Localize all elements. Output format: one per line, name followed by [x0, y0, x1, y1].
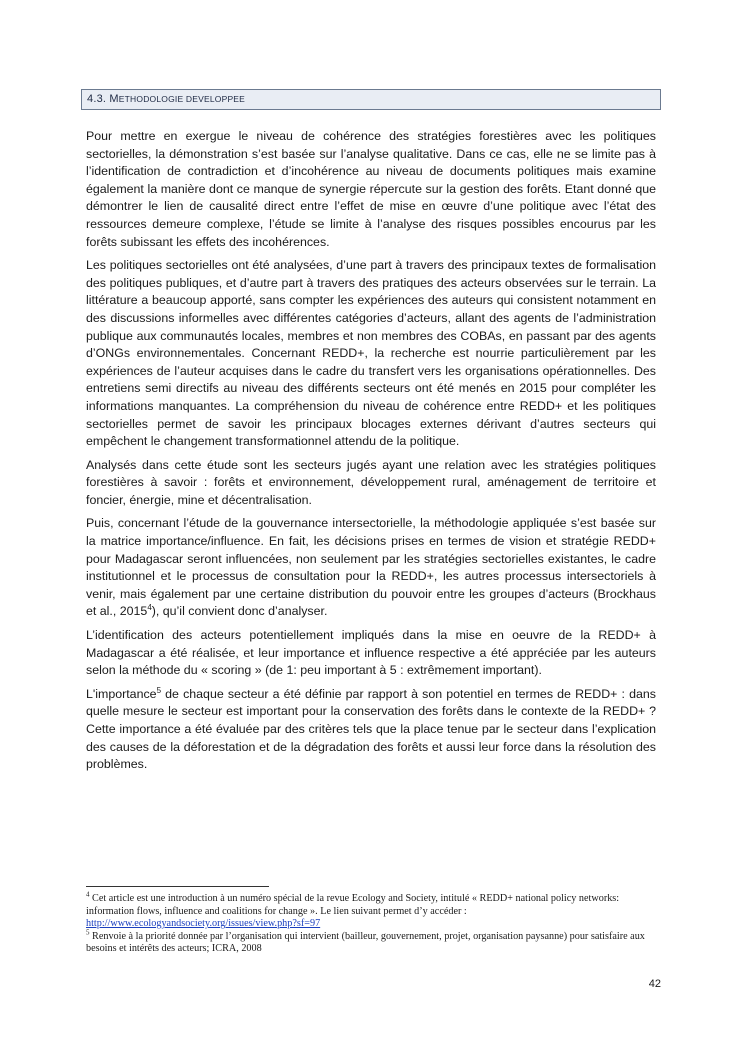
footnotes: [86, 890, 656, 956]
footnote-5-mark: 5: [86, 928, 90, 937]
footnote-ref-5[interactable]: 5: [156, 685, 162, 695]
paragraph-1: Pour mettre en exergue le niveau de cohérence des stratégies forestières avec les politiques sectorielles, la démonstration s’est basée sur l’analyse qualitative. Dans ce cas, elle ne se limite pas à l’identification de contradiction et d’incohérence au niveau de documents politiques mais examine également la manière dont ce manque de synergie répercute sur la gestion des forêts. Etant donné que démontrer le lien de causalité direct entre l’effet de mise en œuvre d’une politique avec l’état des ressources demeure complexe, l’étude se limite à l’analyse des risques possibles encourus par les forêts subissant les effets des incohérences.: [86, 129, 656, 249]
body-text: [86, 128, 656, 780]
paragraph-6-text-b: de chaque secteur a été définie par rapport à son potentiel en termes de REDD+ : dans quelle mesure le secteur est important pour la conservation des forêts dans le contexte de la REDD+ ? Cette importance a été évaluée par des critères tels que la place tenue par le secteur dans l’explication des causes de la déforestation et de la dégradation des forêts et aussi leur force dans la résolution des problèmes.: [86, 686, 656, 772]
footnote-separator: [86, 886, 269, 887]
paragraph-5: L’identification des acteurs potentiellement impliqués dans la mise en oeuvre de la REDD+ à Madagascar a été réalisée, et leur importance et influence respective a été appréciée par les auteurs selon la méthode du « scoring » (de 1: peu important à 5 : extrêmement important).: [86, 628, 656, 678]
page-number: 42: [648, 978, 661, 990]
footnote-5-text: Renvoie à la priorité donnée par l’organisation qui intervient (bailleur, gouvernement, projet, organisation paysanne) pour satisfaire aux besoins et intérêts des acteurs; ICRA, 2008: [86, 930, 645, 955]
paragraph-4-text-a: Puis, concernant l’étude de la gouvernance intersectorielle, la méthodologie appliquée s’est basée sur la matrice importance/influence. En fait, les décisions prises en termes de vision et stratégie REDD+ pour Madagascar seront influencées, non seulement par les stratégies sectorielles existantes, le cadre institutionnel et le processus de consultation pour la REDD+, les autres processus intersectoriels à venir, mais également par une certaine distribution du pouvoir entre les groupes d’acteurs (Brockhaus et al., 2015: [86, 516, 656, 619]
footnote-4-text: Cet article est une introduction à un numéro spécial de la revue Ecology and Society, intitulé « REDD+ national policy networks: information flows, influence and coalitions for change ». Le lien suivant permet d’y accéder :: [86, 893, 620, 917]
paragraph-4: [86, 515, 656, 621]
footnote-ref-4[interactable]: 4: [147, 603, 152, 613]
section-heading: [81, 89, 661, 110]
footnote-4: [86, 890, 656, 931]
section-number: 4.3.: [87, 93, 110, 105]
section-title-initial: M: [109, 93, 119, 105]
footnote-4-mark: 4: [86, 890, 90, 899]
paragraph-3: Analysés dans cette étude sont les secteurs jugés ayant une relation avec les stratégies politiques forestières à savoir : forêts et environnement, développement rural, aménagement de territoire et foncier, énergie, mine et décentralisation.: [86, 457, 656, 507]
paragraph-6-text-a: L'importance: [86, 686, 157, 701]
paragraph-4-text-b: ), qu’il convient donc d’analyser.: [151, 604, 328, 619]
paragraph-6: [86, 686, 656, 774]
footnote-5: [86, 928, 656, 956]
section-title-rest: ETHODOLOGIE DEVELOPPEE: [118, 94, 246, 104]
footnote-4-link[interactable]: http://www.ecologyandsociety.org/issues/view.php?sf=97: [86, 918, 321, 930]
paragraph-2: Les politiques sectorielles ont été analysées, d’une part à travers des principaux textes de formalisation des politiques publiques, et d’autre part à travers des pratiques des acteurs observées sur le terrain. La littérature a beaucoup apporté, sans compter les expériences des auteurs qui consistent notamment en des discussions informelles avec différentes catégories d’acteurs, allant des agents de l’administration publique aux communautés locales, membres et non membres des COBAs, en passant par des agents d’ONGs environnementales. Concernant REDD+, la recherche est nourrie particulièrement par les expériences de l’auteur acquises dans le cadre du transfert vers les organisations opérationnelles. Des entretiens semi directifs au niveau des différents secteurs ont été menés en 2015 pour compléter les informations manquantes. La compréhension du niveau de cohérence entre REDD+ et les politiques sectorielles permet de savoir les principaux blocages externes dérivant d’autres secteurs qui empêchent le changement transformationnel attendu de la politique.: [86, 258, 656, 449]
